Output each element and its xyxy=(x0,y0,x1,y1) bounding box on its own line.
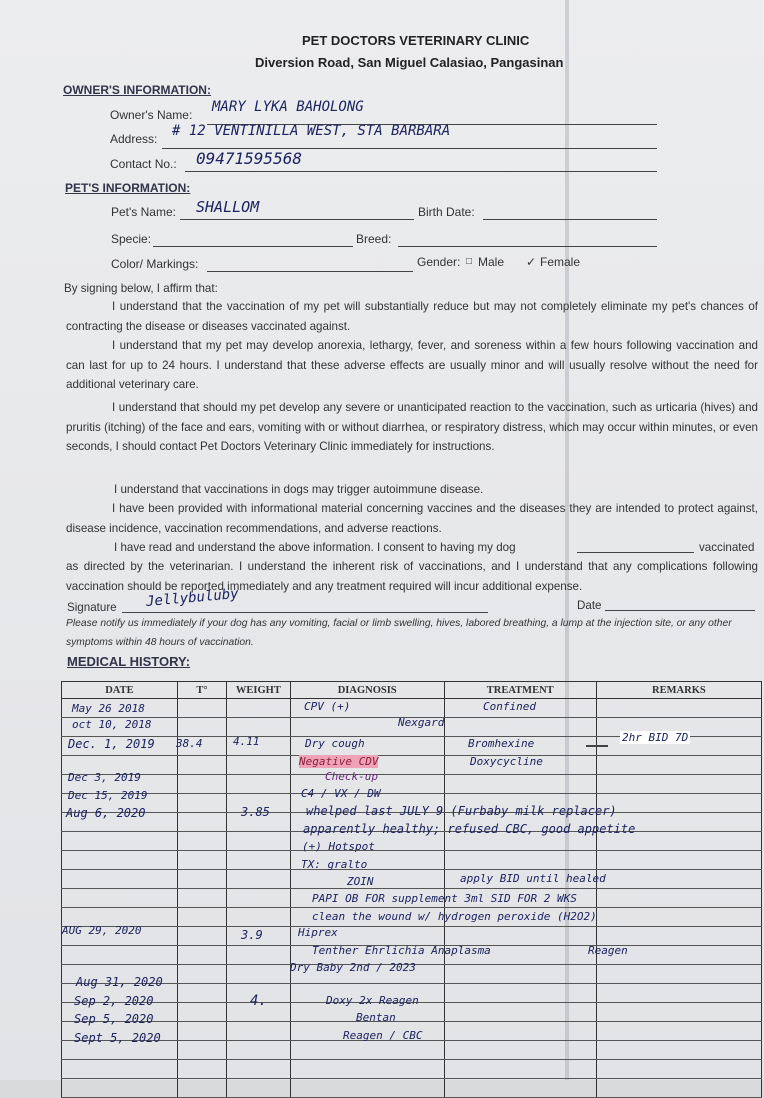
col-date: DATE xyxy=(62,682,178,699)
address-value: # 12 VENTINILLA WEST, STA BARBARA xyxy=(172,123,451,139)
specie-line xyxy=(153,246,353,247)
entry-dx-17: Bentan xyxy=(356,1011,396,1024)
table-cell xyxy=(177,794,226,813)
contact-value: 09471595568 xyxy=(196,149,302,168)
col-diagnosis: DIAGNOSIS xyxy=(290,682,444,699)
table-cell xyxy=(227,756,290,775)
table-cell xyxy=(596,889,761,908)
entry-dx-7: apparently healthy; refused CBC, good appetite xyxy=(303,822,636,836)
table-cell xyxy=(177,1060,226,1079)
col-temp: T° xyxy=(177,682,226,699)
owner-section-heading: OWNER'S INFORMATION: xyxy=(63,83,211,97)
breed-line xyxy=(398,246,657,247)
table-cell xyxy=(596,965,761,984)
table-cell xyxy=(177,718,226,737)
table-cell xyxy=(444,927,596,946)
table-cell xyxy=(444,965,596,984)
consent-p3: I understand that should my pet develop any severe or unanticipated reaction to the vaccination, such as urticaria (hives) and pruritis (itching) of the face and ears, vomiting with or without diarrhea, or respiratory distress, which may occur within minutes, or even seconds, I should contact Pet Doctors Veterinary Clinic immediately for instructions. xyxy=(66,401,758,453)
consent-p5: I have been provided with informational material concerning vaccines and the diseases they are intended to protect against, disease incidence, vaccination recommendations, and adverse reactions. xyxy=(66,502,758,535)
table-cell xyxy=(290,1079,444,1098)
entry-dx-2: Dry cough xyxy=(305,737,365,750)
entry-dx-5: C4 / VX / DW xyxy=(301,787,381,800)
table-cell xyxy=(444,775,596,794)
table-cell xyxy=(227,775,290,794)
entry-dx-11: PAPI OB FOR supplement 3ml SID FOR 2 WKS xyxy=(312,892,577,905)
table-cell xyxy=(227,851,290,870)
clinic-name: PET DOCTORS VETERINARY CLINIC xyxy=(302,33,530,48)
entry-date-9: Sep 2, 2020 xyxy=(74,994,154,1008)
entry-remark-1: 2hr BID 7D xyxy=(622,731,689,744)
entry-dx-18: Reagen / CBC xyxy=(343,1029,423,1042)
table-cell xyxy=(444,1041,596,1060)
entry-weight-3: 3.9 xyxy=(241,928,263,942)
date-line xyxy=(605,610,755,611)
entry-weight-1: 4.11 xyxy=(233,735,260,748)
specie-label: Specie: xyxy=(111,232,152,246)
entry-weight-2: 3.85 xyxy=(241,805,270,819)
table-cell xyxy=(596,1041,761,1060)
consent-p4: I understand that vaccinations in dogs may trigger autoimmune disease. xyxy=(114,483,484,496)
entry-dx-6: whelped last JULY 9 (Furbaby milk replacer) xyxy=(306,804,617,818)
table-cell xyxy=(177,1079,226,1098)
owner-name-label: Owner's Name: xyxy=(110,108,193,122)
entry-date-6: Aug 6, 2020 xyxy=(66,806,146,820)
consent-p6a: I have read and understand the above information. I consent to having my dog xyxy=(114,541,516,554)
contact-line xyxy=(185,171,657,172)
table-cell xyxy=(444,1003,596,1022)
table-cell xyxy=(227,1079,290,1098)
table-cell xyxy=(177,813,226,832)
table-cell xyxy=(290,1060,444,1079)
entry-tx-1: Confined xyxy=(483,700,536,713)
table-cell xyxy=(227,699,290,718)
table-cell xyxy=(596,699,761,718)
table-cell xyxy=(227,889,290,908)
table-cell xyxy=(227,832,290,851)
table-cell xyxy=(596,870,761,889)
gender-label: Gender: xyxy=(417,255,461,269)
table-cell xyxy=(177,927,226,946)
table-cell xyxy=(62,889,178,908)
table-cell xyxy=(177,965,226,984)
table-cell xyxy=(177,1022,226,1041)
female-label: Female xyxy=(540,255,581,269)
signature-scribble: Jellybuluby xyxy=(145,585,240,611)
table-cell xyxy=(177,832,226,851)
entry-date-3: Dec. 1, 2019 xyxy=(68,737,155,751)
col-weight: WEIGHT xyxy=(227,682,290,699)
table-cell xyxy=(444,984,596,1003)
table-cell xyxy=(290,1041,444,1060)
table-cell xyxy=(177,1041,226,1060)
consent-intro: By signing below, I affirm that: xyxy=(64,282,218,295)
pet-name-label: Pet's Name: xyxy=(111,205,176,219)
table-cell xyxy=(227,1041,290,1060)
table-cell xyxy=(596,756,761,775)
address-label: Address: xyxy=(110,132,158,146)
entry-weight-4: 4. xyxy=(250,993,267,1009)
entry-date-4: Dec 3, 2019 xyxy=(68,771,141,784)
table-cell xyxy=(444,1060,596,1079)
clinic-address: Diversion Road, San Miguel Calasiao, Pangasinan xyxy=(255,55,564,70)
table-cell xyxy=(227,1022,290,1041)
entry-dx-10: ZOIN xyxy=(347,875,374,888)
table-cell xyxy=(177,1003,226,1022)
table-cell xyxy=(596,1022,761,1041)
medical-table-header xyxy=(62,682,762,699)
entry-dx-1b: Nexgard xyxy=(398,716,445,729)
birth-date-line xyxy=(483,219,657,220)
entry-date-10: Sep 5, 2020 xyxy=(74,1012,154,1026)
entry-dx-3: Negative CDV xyxy=(299,755,379,768)
table-cell xyxy=(177,699,226,718)
table-row xyxy=(62,775,762,794)
entry-date-11: Sept 5, 2020 xyxy=(74,1031,161,1045)
entry-tx-2: Bromhexine xyxy=(468,737,535,750)
entry-date-2: oct 10, 2018 xyxy=(72,718,152,731)
table-cell xyxy=(62,1060,178,1079)
entry-date-1: May 26 2018 xyxy=(72,702,145,715)
table-row xyxy=(62,851,762,870)
consent-p6b: vaccinated xyxy=(699,541,755,554)
remark-dash xyxy=(586,745,608,747)
pet-name-line xyxy=(180,219,414,220)
entry-temp-1: 38.4 xyxy=(176,737,203,750)
table-cell xyxy=(444,718,596,737)
entry-tx-4: apply BID until healed xyxy=(460,872,606,885)
pet-section-heading: PET'S INFORMATION: xyxy=(65,181,191,195)
entry-dx-12: clean the wound w/ hydrogen peroxide (H2O2) xyxy=(312,910,597,923)
male-checkbox: □ xyxy=(466,256,473,267)
table-row xyxy=(62,699,762,718)
table-cell xyxy=(596,775,761,794)
table-cell xyxy=(62,851,178,870)
table-row xyxy=(62,870,762,889)
table-cell xyxy=(227,1060,290,1079)
entry-dx-14: Tenther Ehrlichia Anaplasma xyxy=(312,944,491,957)
entry-dx-9: TX: gralto xyxy=(301,858,368,871)
entry-dx-4: Check-up xyxy=(325,770,378,783)
entry-dx-1: CPV (+) xyxy=(304,700,351,713)
table-cell xyxy=(596,984,761,1003)
table-cell xyxy=(177,756,226,775)
entry-dx-15: Dry Baby 2nd / 2023 xyxy=(290,961,416,974)
table-cell xyxy=(444,851,596,870)
table-cell xyxy=(177,889,226,908)
table-cell xyxy=(177,870,226,889)
entry-date-7: AUG 29, 2020 xyxy=(62,924,142,937)
table-cell xyxy=(596,908,761,927)
table-cell xyxy=(62,946,178,965)
signature-line xyxy=(122,612,488,613)
date-label: Date xyxy=(577,599,602,612)
consent-p1: I understand that the vaccination of my pet will substantially reduce but may not completely eliminate my pet's chances of contracting the disease or diseases vaccinated against. xyxy=(66,300,758,333)
table-cell xyxy=(444,1022,596,1041)
table-cell xyxy=(177,851,226,870)
table-cell xyxy=(596,851,761,870)
table-cell xyxy=(596,1003,761,1022)
table-cell xyxy=(596,1079,761,1098)
table-cell xyxy=(177,984,226,1003)
table-row xyxy=(62,1041,762,1060)
entry-dx-8: (+) Hotspot xyxy=(302,840,375,853)
table-cell xyxy=(444,1079,596,1098)
owner-name-value: MARY LYKA BAHOLONG xyxy=(212,99,364,115)
male-label: Male xyxy=(478,255,505,269)
entry-dx-16: Doxy 2x Reagen xyxy=(326,994,419,1007)
table-cell xyxy=(227,946,290,965)
consent-p2: I understand that my pet may develop anorexia, lethargy, fever, and soreness within a few hours following vaccination and can last for up to 24 hours. I understand that these adverse effects are usually minor and will usually resolve without the need for additional veterinary care. xyxy=(66,339,758,391)
entry-tx-3: Doxycycline xyxy=(470,755,543,768)
notice-text: Please notify us immediately if your dog has any vomiting, facial or limb swelling, hives, labored breathing, a lump at the injection site, or any other symptoms within 48 hours of vaccination. xyxy=(66,618,732,648)
table-cell xyxy=(177,775,226,794)
table-row xyxy=(62,756,762,775)
medical-heading: MEDICAL HISTORY: xyxy=(67,654,191,669)
table-cell xyxy=(227,965,290,984)
color-line xyxy=(207,271,413,272)
female-checkmark-icon: ✓ xyxy=(526,255,537,269)
pet-name-value: SHALLOM xyxy=(196,198,260,216)
table-cell xyxy=(227,718,290,737)
table-cell xyxy=(596,794,761,813)
col-remarks: REMARKS xyxy=(596,682,761,699)
signature-label: Signature xyxy=(67,601,117,614)
table-cell xyxy=(62,1079,178,1098)
table-cell xyxy=(177,908,226,927)
table-cell xyxy=(62,870,178,889)
consent-p7: as directed by the veterinarian. I understand the inherent risk of vaccinations, and I understand that any complications following vaccination should be reported immediately and any treatment required will incur additional expense. xyxy=(66,560,758,593)
table-row xyxy=(62,1079,762,1098)
contact-label: Contact No.: xyxy=(110,157,177,171)
col-treatment: TREATMENT xyxy=(444,682,596,699)
entry-date-8: Aug 31, 2020 xyxy=(76,975,163,989)
color-label: Color/ Markings: xyxy=(111,257,199,271)
table-cell xyxy=(596,1060,761,1079)
table-cell xyxy=(177,946,226,965)
entry-tx-5: Reagen xyxy=(588,944,628,957)
table-cell xyxy=(227,870,290,889)
table-cell xyxy=(62,832,178,851)
dog-name-line xyxy=(577,552,694,553)
table-cell xyxy=(596,927,761,946)
table-row xyxy=(62,927,762,946)
entry-date-5: Dec 15, 2019 xyxy=(68,789,148,802)
entry-dx-13: Hiprex xyxy=(298,926,338,939)
table-cell xyxy=(227,908,290,927)
breed-label: Breed: xyxy=(356,232,392,246)
birth-date-label: Birth Date: xyxy=(418,205,475,219)
table-row xyxy=(62,1060,762,1079)
